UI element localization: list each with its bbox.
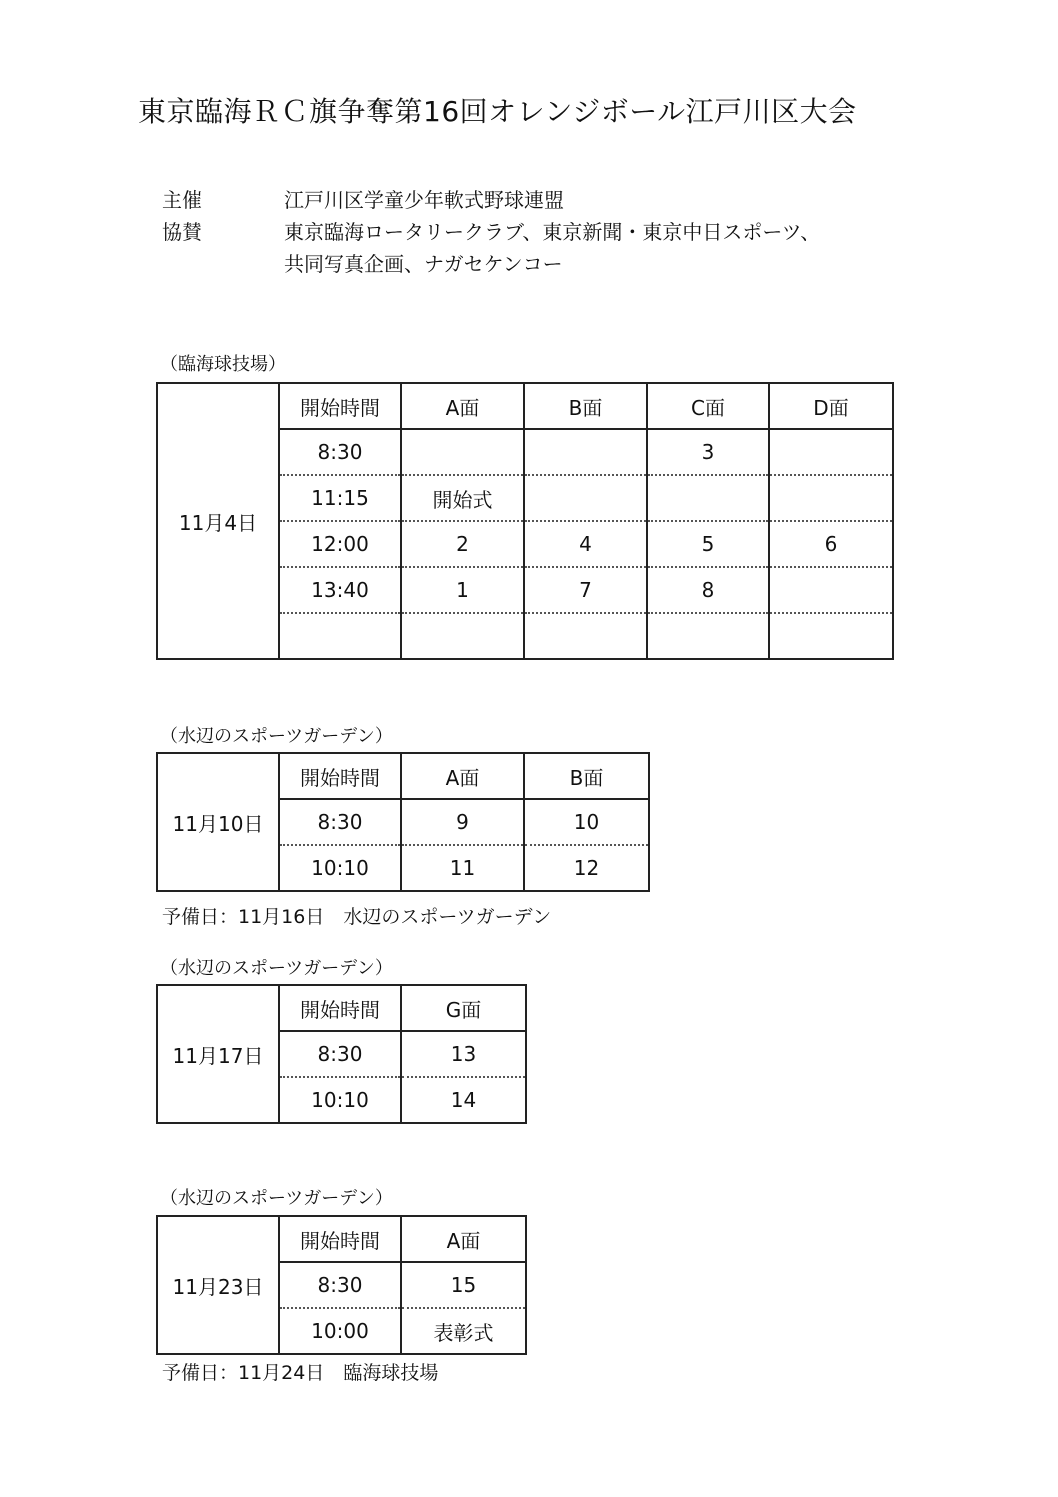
header-cell: B面 [524, 753, 649, 799]
game-cell: 4 [524, 521, 647, 567]
time-cell: 12:00 [279, 521, 401, 567]
time-cell: 8:30 [279, 1031, 401, 1077]
game-cell [769, 475, 893, 521]
time-cell: 11:15 [279, 475, 401, 521]
game-cell: 6 [769, 521, 893, 567]
reserve-day-note: 予備日：11月16日 水辺のスポーツガーデン [162, 906, 552, 928]
game-cell: 11 [401, 845, 524, 891]
page-title: 東京臨海ＲＣ旗争奪第16回オレンジボール江戸川区大会 [138, 95, 857, 128]
venue-label: （水辺のスポーツガーデン） [160, 726, 393, 747]
sponsor-label: 協賛 [162, 220, 202, 244]
game-cell: 表彰式 [401, 1308, 526, 1354]
header-cell: C面 [647, 383, 769, 429]
game-cell [524, 475, 647, 521]
header-cell: 開始時間 [279, 383, 401, 429]
header-cell: A面 [401, 1216, 526, 1262]
time-cell: 10:10 [279, 845, 401, 891]
reserve-day-note: 予備日：11月24日 臨海球技場 [162, 1362, 439, 1384]
game-cell: 開始式 [401, 475, 524, 521]
header-cell: G面 [401, 985, 526, 1031]
game-cell [769, 613, 893, 659]
schedule-table [156, 752, 650, 892]
header-cell: 開始時間 [279, 1216, 401, 1262]
game-cell: 2 [401, 521, 524, 567]
venue-label: （臨海球技場） [160, 354, 286, 375]
date-cell: 11月4日 [157, 383, 279, 659]
game-cell: 13 [401, 1031, 526, 1077]
table-header-row [157, 1216, 526, 1262]
table-header-row [157, 383, 893, 429]
venue-label: （水辺のスポーツガーデン） [160, 1188, 393, 1209]
header-cell: 開始時間 [279, 753, 401, 799]
game-cell [769, 567, 893, 613]
game-cell: 1 [401, 567, 524, 613]
game-cell: 10 [524, 799, 649, 845]
table-header-row [157, 753, 649, 799]
date-cell: 11月10日 [157, 753, 279, 891]
game-cell [769, 429, 893, 475]
header-cell: 開始時間 [279, 985, 401, 1031]
venue-label: （水辺のスポーツガーデン） [160, 958, 393, 979]
game-cell: 3 [647, 429, 769, 475]
date-cell: 11月17日 [157, 985, 279, 1123]
organizer-label: 主催 [162, 188, 202, 212]
time-cell: 13:40 [279, 567, 401, 613]
time-cell: 8:30 [279, 799, 401, 845]
schedule-table [156, 1215, 527, 1355]
game-cell [401, 613, 524, 659]
game-cell: 15 [401, 1262, 526, 1308]
time-cell: 10:00 [279, 1308, 401, 1354]
time-cell: 8:30 [279, 1262, 401, 1308]
header-cell: D面 [769, 383, 893, 429]
schedule-table [156, 382, 894, 660]
sponsor-line-1: 東京臨海ロータリークラブ、東京新聞・東京中日スポーツ、 [284, 220, 821, 244]
game-cell: 14 [401, 1077, 526, 1123]
header-cell: A面 [401, 383, 524, 429]
game-cell: 5 [647, 521, 769, 567]
table-header-row [157, 985, 526, 1031]
header-cell: B面 [524, 383, 647, 429]
game-cell: 9 [401, 799, 524, 845]
game-cell [524, 613, 647, 659]
sponsor-line-2: 共同写真企画、ナガセケンコー [284, 252, 563, 276]
date-cell: 11月23日 [157, 1216, 279, 1354]
game-cell: 12 [524, 845, 649, 891]
organizer-value: 江戸川区学童少年軟式野球連盟 [284, 188, 564, 212]
time-cell: 8:30 [279, 429, 401, 475]
game-cell [524, 429, 647, 475]
game-cell: 8 [647, 567, 769, 613]
game-cell [647, 613, 769, 659]
game-cell [647, 475, 769, 521]
schedule-table [156, 984, 527, 1124]
time-cell: 10:10 [279, 1077, 401, 1123]
game-cell: 7 [524, 567, 647, 613]
time-cell [279, 613, 401, 659]
header-cell: A面 [401, 753, 524, 799]
game-cell [401, 429, 524, 475]
